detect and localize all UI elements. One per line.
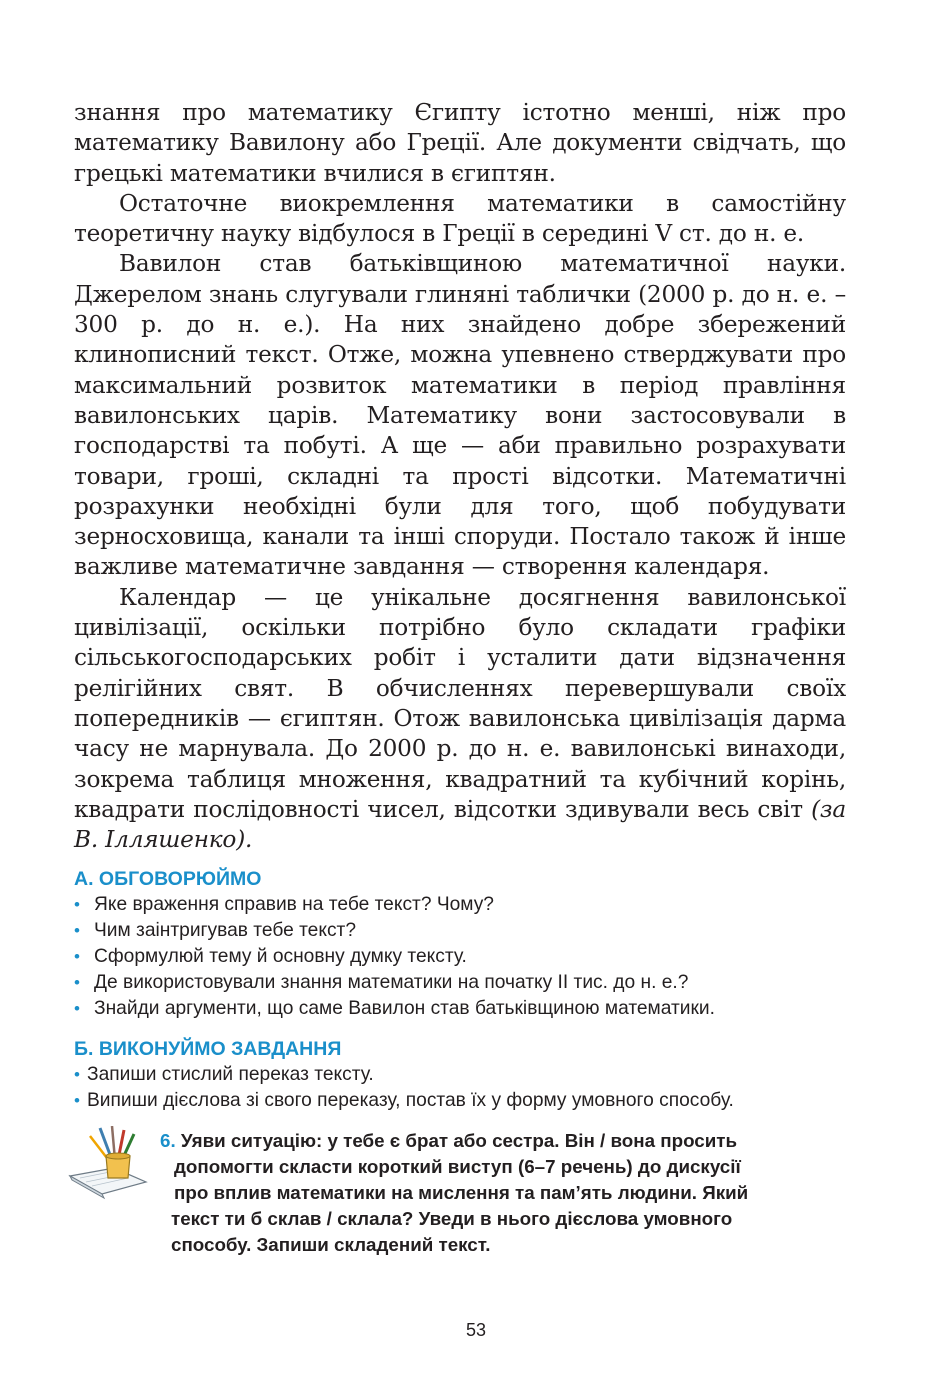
paragraph-4 [74,583,846,856]
bullet-icon: • [74,1091,80,1110]
section-b-title: Б. ВИКОНУЙМО ЗАВДАННЯ [74,1038,342,1060]
paragraph-1: знання про математику Єгипту істотно менші, ніж про математику Вавилону або Греції. Але документи свідчать, що грецькі математики вчилися в єгиптян. [74,99,846,187]
discuss-list [74,892,874,1022]
task-line-1: 6. Уяви ситуацію: у тебе є брат або сестра. Він / вона просить [160,1130,738,1151]
bullet-icon: • [74,1065,80,1084]
task-line-5: способу. Запиши складений текст. [171,1234,491,1255]
list-item: • Сформулюй тему й основну думку тексту. [74,944,874,970]
task-line-4: текст ти б склав / склала? Уведи в нього дієслова умовного [171,1208,733,1229]
page-number: 53 [465,1320,487,1340]
bullet-icon: • [74,999,80,1018]
pencil-cup-notebook-icon [66,1126,152,1202]
list-item: • Випиши дієслова зі свого переказу, постав їх у форму умовного способу. [74,1088,874,1114]
list-item: • Запиши стислий переказ тексту. [74,1062,874,1088]
bullet-icon: • [74,921,80,940]
paragraph-2: Остаточне виокремлення математики в самостійну теоретичну науку відбулося в Греції в середині V ст. до н. е. [74,189,846,248]
task-line-3: про вплив математики на мислення та пам’ять людини. Який [174,1182,749,1203]
tasks-list [74,1062,874,1114]
task-6 [160,1128,840,1258]
bullet-icon: • [74,973,80,992]
section-tasks [74,1036,874,1114]
list-item: • Де використовували знання математики на початку ІІ тис. до н. е.? [74,970,874,996]
task-number: 6. [160,1130,176,1151]
section-a-title: А. ОБГОВОРЮЙМО [74,868,262,890]
section-discuss [74,866,874,1022]
task-line-2: допомогти скласти короткий виступ (6–7 речень) до дискусії [174,1156,741,1177]
bullet-icon: • [74,895,80,914]
paragraph-3: Вавилон став батьківщиною математичної науки. Джерелом знань слугували глиняні таблички (2000 р. до н. е. – 300 р. до н. е.). На них знайдено добре збережений клинописний текст. Отже, можна упевнено стверджувати про максимальний розвиток математики в період правління вавилонських царів. Математику вони застосовували в господарстві та побуті. А ще — аби правильно розрахувати товари, гроші, складні та прості відсотки. Математичні розрахунки необхідні були для того, щоб побудувати зерносховища, канали та інші споруди. Постало також й інше важливе математичне завдання — створення календаря. [74,250,846,581]
list-item: • Яке враження справив на тебе текст? Чому? [74,892,874,918]
main-text [74,98,846,855]
paragraph-4-text: Календар — це унікальне досягнення вавилонської цивілізації, оскільки потрібно було складати графіки сільськогосподарських робіт і усталити дати відзначення релігійних свят. В обчисленнях перевершували своїх попередників — єгиптян. Отож вавилонська цивілізація дарма часу не марнувала. До 2000 р. до н. е. вавилонські винаходи, зокрема таблиця множення, квадратний та кубічний корінь, квадрати послідовності чисел, відсотки здивували весь світ [74,583,846,823]
list-item: • Знайди аргументи, що саме Вавилон став батьківщиною математики. [74,996,874,1022]
list-item: • Чим заінтригував тебе текст? [74,918,874,944]
citation: (за В. Ілляшенко). [74,795,846,854]
bullet-icon: • [74,947,80,966]
